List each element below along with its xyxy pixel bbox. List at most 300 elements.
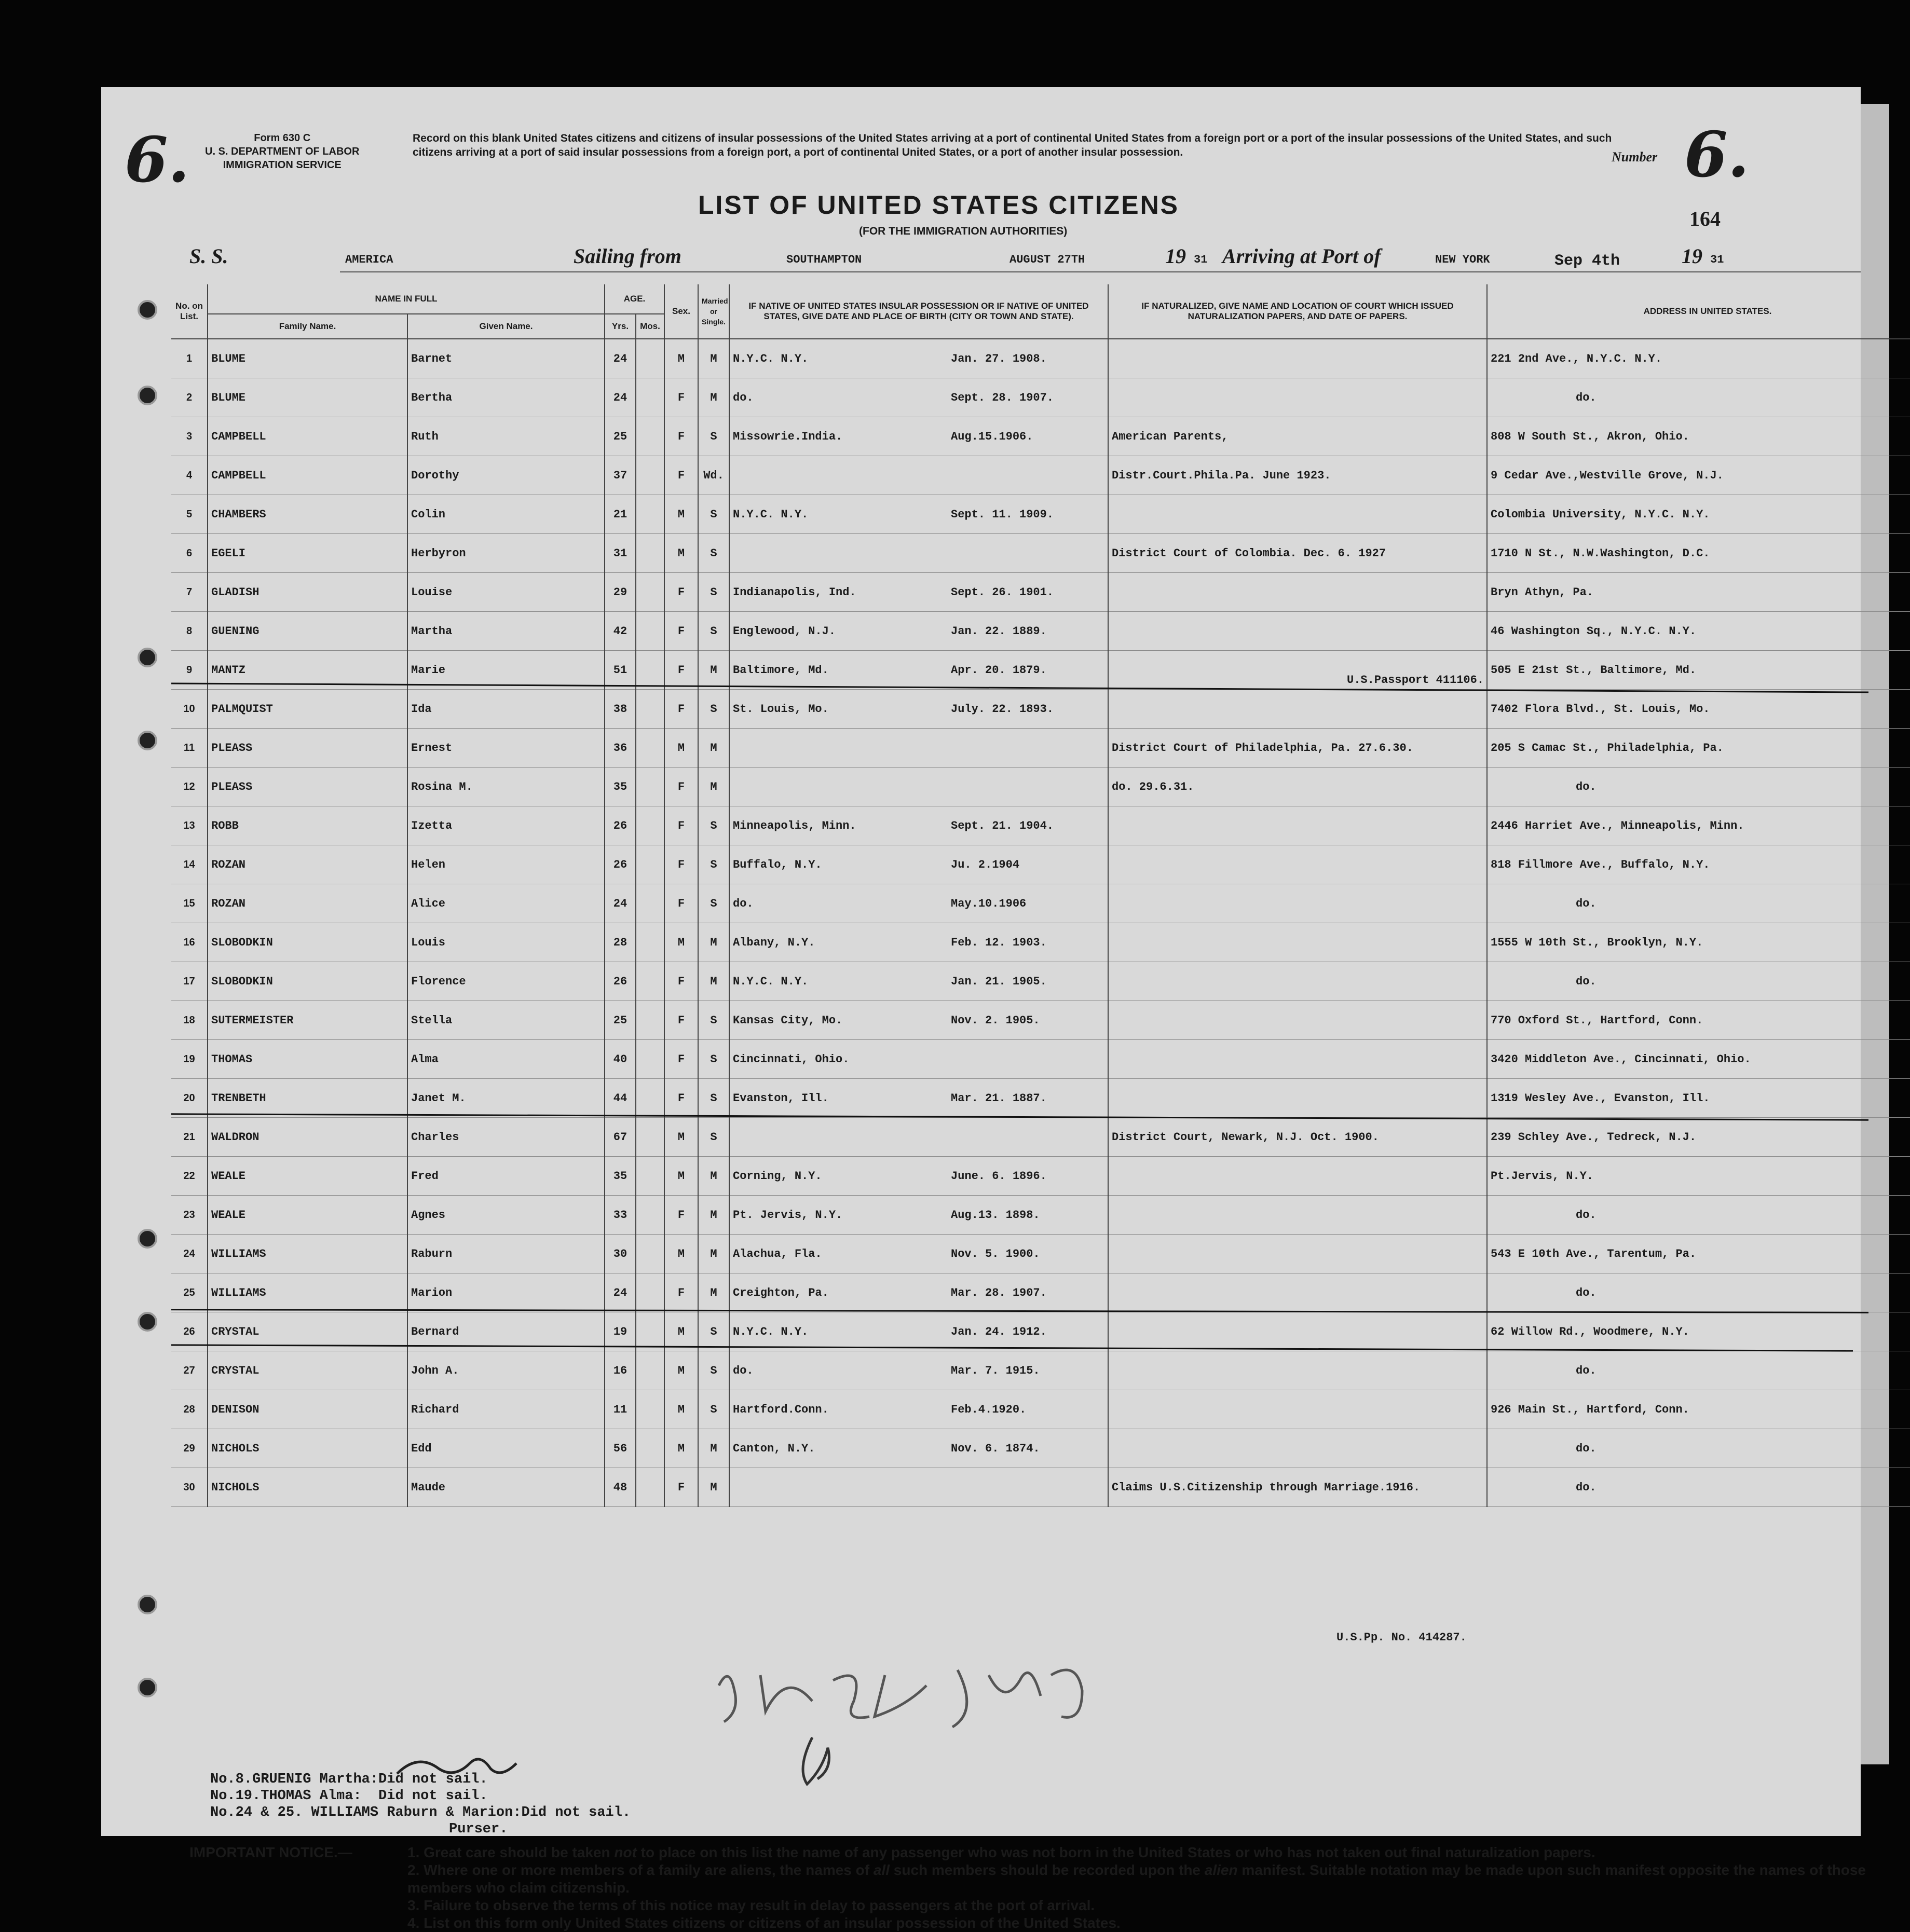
marital-status: S [698, 573, 729, 612]
table-row [171, 1429, 1910, 1468]
birth-place: N.Y.C. N.Y. [733, 352, 809, 365]
marital-status: S [698, 534, 729, 573]
age-years: 19 [605, 1312, 636, 1351]
date-from: AUGUST 27TH [1009, 253, 1085, 266]
birth-info [729, 806, 1108, 845]
family-name: CAMPBELL [208, 456, 407, 495]
birth-place: do. [733, 1364, 754, 1377]
birth-date: Sept. 21. 1904. [951, 819, 1054, 832]
given-name: Herbyron [407, 534, 605, 573]
given-name: Marie [407, 651, 605, 690]
family-name: CAMPBELL [208, 417, 407, 456]
age-months [636, 651, 664, 690]
table-row [171, 768, 1910, 806]
table-row [171, 1040, 1910, 1079]
naturalization [1108, 845, 1487, 884]
family-name: WILLIAMS [208, 1235, 407, 1273]
birth-place: Hartford.Conn. [733, 1403, 829, 1416]
row-number: 15 [171, 884, 208, 923]
passport-note: U.S.Passport 411106. [1347, 674, 1484, 687]
punch-hole [138, 648, 157, 667]
col-address: ADDRESS IN UNITED STATES. [1487, 284, 1910, 339]
passport-note: U.S.Pp. No. 414287. [1336, 1631, 1467, 1644]
sex: M [664, 729, 698, 768]
birth-info [729, 378, 1108, 417]
age-months [636, 1312, 664, 1351]
age-years: 51 [605, 651, 636, 690]
family-name: SUTERMEISTER [208, 1001, 407, 1040]
birth-info [729, 1196, 1108, 1235]
table-row [171, 1273, 1910, 1312]
birth-info [729, 1351, 1108, 1390]
table-row [171, 806, 1910, 845]
naturalization [1108, 884, 1487, 923]
form-label [205, 131, 359, 172]
address: 808 W South St., Akron, Ohio. [1487, 417, 1910, 456]
year-prefix-2: 19 [1682, 244, 1702, 268]
address: 926 Main St., Hartford, Conn. [1487, 1390, 1910, 1429]
sex: M [664, 923, 698, 962]
col-given: Given Name. [407, 314, 605, 339]
table-body [171, 339, 1910, 1507]
marital-status: S [698, 806, 729, 845]
sex: F [664, 378, 698, 417]
sex: F [664, 962, 698, 1001]
address: 1710 N St., N.W.Washington, D.C. [1487, 534, 1910, 573]
table-row [171, 962, 1910, 1001]
marital-status: M [698, 1235, 729, 1273]
sex: F [664, 456, 698, 495]
sex: F [664, 417, 698, 456]
row-number: 25 [171, 1273, 208, 1312]
address: do. [1487, 1273, 1910, 1312]
birth-place: do. [733, 897, 754, 910]
table-row [171, 1118, 1910, 1157]
marital-status: M [698, 923, 729, 962]
row-number: 2 [171, 378, 208, 417]
family-name: SLOBODKIN [208, 962, 407, 1001]
birth-place: Creighton, Pa. [733, 1286, 829, 1299]
sex: F [664, 1001, 698, 1040]
address: Bryn Athyn, Pa. [1487, 573, 1910, 612]
marital-status: S [698, 417, 729, 456]
birth-info [729, 1040, 1108, 1079]
punch-hole [138, 300, 157, 320]
marital-status: S [698, 1118, 729, 1157]
birth-place: Englewood, N.J. [733, 624, 836, 638]
table-row [171, 1351, 1910, 1390]
sex: F [664, 1273, 698, 1312]
birth-place: Alachua, Fla. [733, 1247, 822, 1260]
sex: F [664, 690, 698, 729]
given-name: Maude [407, 1468, 605, 1507]
age-years: 30 [605, 1235, 636, 1273]
ship-name: AMERICA [345, 253, 393, 266]
birth-place: Cincinnati, Ohio. [733, 1052, 850, 1066]
notice-item: 1. Great care should be taken not to place on this list the name of any passenger who was not born in the United States or who has not taken out final naturalization papers. [407, 1844, 1595, 1860]
row-number: 14 [171, 845, 208, 884]
age-years: 25 [605, 1001, 636, 1040]
birth-date: Apr. 20. 1879. [951, 663, 1047, 677]
ss-label: S. S. [189, 244, 228, 268]
address: 7402 Flora Blvd., St. Louis, Mo. [1487, 690, 1910, 729]
given-name: Stella [407, 1001, 605, 1040]
birth-place: Evanston, Ill. [733, 1091, 829, 1105]
sex: F [664, 1040, 698, 1079]
given-name: Martha [407, 612, 605, 651]
row-number: 17 [171, 962, 208, 1001]
birth-info [729, 690, 1108, 729]
address: 543 E 10th Ave., Tarentum, Pa. [1487, 1235, 1910, 1273]
col-name-in-full: NAME IN FULL [208, 284, 605, 314]
port-to: NEW YORK [1435, 253, 1490, 266]
age-months [636, 1351, 664, 1390]
birth-info [729, 534, 1108, 573]
sex: M [664, 495, 698, 534]
document-page [101, 87, 1866, 1931]
marital-status: M [698, 1196, 729, 1235]
naturalization: Distr.Court.Phila.Pa. June 1923. [1108, 456, 1487, 495]
marital-status: S [698, 884, 729, 923]
sex: F [664, 1079, 698, 1118]
naturalization [1108, 1040, 1487, 1079]
passenger-table [171, 284, 1910, 1507]
birth-place: Canton, N.Y. [733, 1442, 815, 1455]
birth-info [729, 573, 1108, 612]
birth-place: N.Y.C. N.Y. [733, 975, 809, 988]
age-months [636, 378, 664, 417]
number-label: Number [1612, 149, 1658, 165]
given-name: Ernest [407, 729, 605, 768]
row-number: 4 [171, 456, 208, 495]
family-name: ROZAN [208, 884, 407, 923]
table-row [171, 1079, 1910, 1118]
birth-info [729, 729, 1108, 768]
address: do. [1487, 884, 1910, 923]
birth-date: June. 6. 1896. [951, 1169, 1047, 1183]
address: 221 2nd Ave., N.Y.C. N.Y. [1487, 339, 1910, 378]
birth-place: do. [733, 391, 754, 404]
age-months [636, 1040, 664, 1079]
family-name: BLUME [208, 378, 407, 417]
col-no: No. on List. [171, 284, 208, 339]
naturalization [1108, 1235, 1487, 1273]
naturalization: District Court, Newark, N.J. Oct. 1900. [1108, 1118, 1487, 1157]
birth-date: Jan. 22. 1889. [951, 624, 1047, 638]
form-subtitle: (FOR THE IMMIGRATION AUTHORITIES) [859, 225, 1068, 237]
birth-info [729, 651, 1108, 690]
row-number: 29 [171, 1429, 208, 1468]
birth-info [729, 1273, 1108, 1312]
table-row [171, 1235, 1910, 1273]
birth-date: Aug.15.1906. [951, 430, 1033, 443]
address: do. [1487, 378, 1910, 417]
naturalization [1108, 1390, 1487, 1429]
birth-date: Sept. 11. 1909. [951, 508, 1054, 521]
family-name: CRYSTAL [208, 1312, 407, 1351]
sex: M [664, 1390, 698, 1429]
naturalization [1108, 1157, 1487, 1196]
address: 239 Schley Ave., Tedreck, N.J. [1487, 1118, 1910, 1157]
birth-date: Aug.13. 1898. [951, 1208, 1040, 1222]
birth-place: Baltimore, Md. [733, 663, 829, 677]
birth-info [729, 962, 1108, 1001]
sex: F [664, 806, 698, 845]
department: U. S. DEPARTMENT OF LABOR [205, 146, 360, 157]
age-months [636, 1273, 664, 1312]
marital-status: M [698, 378, 729, 417]
marital-status: Wd. [698, 456, 729, 495]
birth-info [729, 1001, 1108, 1040]
row-number: 23 [171, 1196, 208, 1235]
year-suffix-2: 31 [1710, 253, 1724, 266]
family-name: CRYSTAL [208, 1351, 407, 1390]
given-name: Ida [407, 690, 605, 729]
form-title: LIST OF UNITED STATES CITIZENS [698, 190, 1180, 220]
address: do. [1487, 1196, 1910, 1235]
age-years: 35 [605, 768, 636, 806]
marital-status: M [698, 768, 729, 806]
birth-date: Jan. 27. 1908. [951, 352, 1047, 365]
given-name: Helen [407, 845, 605, 884]
row-number: 30 [171, 1468, 208, 1507]
family-name: PLEASS [208, 729, 407, 768]
age-months [636, 534, 664, 573]
sex: M [664, 1157, 698, 1196]
birth-date: May.10.1906 [951, 897, 1027, 910]
age-months [636, 768, 664, 806]
birth-date: Mar. 28. 1907. [951, 1286, 1047, 1299]
family-name: EGELI [208, 534, 407, 573]
birth-info [729, 417, 1108, 456]
given-name: Alice [407, 884, 605, 923]
birth-place: N.Y.C. N.Y. [733, 1325, 809, 1338]
age-years: 38 [605, 690, 636, 729]
table-row [171, 534, 1910, 573]
age-months [636, 1429, 664, 1468]
table-row [171, 1390, 1910, 1429]
sex: F [664, 884, 698, 923]
marital-status: M [698, 1157, 729, 1196]
col-yrs: Yrs. [605, 314, 636, 339]
age-years: 24 [605, 1273, 636, 1312]
birth-info [729, 456, 1108, 495]
given-name: Raburn [407, 1235, 605, 1273]
birth-date: Jan. 21. 1905. [951, 975, 1047, 988]
given-name: Marion [407, 1273, 605, 1312]
col-naturalized: IF NATURALIZED, GIVE NAME AND LOCATION OF COURT WHICH ISSUED NATURALIZATION PAPERS, AND DATE OF PAPERS. [1108, 284, 1487, 339]
age-months [636, 1235, 664, 1273]
naturalization [1108, 690, 1487, 729]
birth-date: Nov. 6. 1874. [951, 1442, 1040, 1455]
sex: M [664, 1351, 698, 1390]
page-number: 164 [1689, 207, 1721, 230]
birth-info [729, 1118, 1108, 1157]
table-row [171, 1001, 1910, 1040]
marital-status: M [698, 339, 729, 378]
table-row [171, 923, 1910, 962]
table-row [171, 729, 1910, 768]
birth-info [729, 339, 1108, 378]
sex: F [664, 651, 698, 690]
birth-date: Jan. 24. 1912. [951, 1325, 1047, 1338]
row-number: 13 [171, 806, 208, 845]
address: Colombia University, N.Y.C. N.Y. [1487, 495, 1910, 534]
naturalization [1108, 1429, 1487, 1468]
marital-status: S [698, 495, 729, 534]
voyage-underline [340, 271, 1861, 272]
table-row [171, 1196, 1910, 1235]
note-line: No.24 & 25. WILLIAMS Raburn & Marion:Did not sail. [210, 1805, 631, 1820]
address: 205 S Camac St., Philadelphia, Pa. [1487, 729, 1910, 768]
address: do. [1487, 1429, 1910, 1468]
sex: M [664, 1429, 698, 1468]
given-name: Dorothy [407, 456, 605, 495]
age-years: 21 [605, 495, 636, 534]
sex: F [664, 573, 698, 612]
birth-info [729, 1390, 1108, 1429]
row-number: 28 [171, 1390, 208, 1429]
row-number: 11 [171, 729, 208, 768]
given-name: Edd [407, 1429, 605, 1468]
address: 62 Willow Rd., Woodmere, N.Y. [1487, 1312, 1910, 1351]
address: 505 E 21st St., Baltimore, Md. [1487, 651, 1910, 690]
row-number: 19 [171, 1040, 208, 1079]
birth-info [729, 612, 1108, 651]
naturalization: District Court of Colombia. Dec. 6. 1927 [1108, 534, 1487, 573]
given-name: Bernard [407, 1312, 605, 1351]
notice-heading: IMPORTANT NOTICE.— [189, 1844, 352, 1860]
address: do. [1487, 1468, 1910, 1507]
table-row [171, 417, 1910, 456]
birth-place: N.Y.C. N.Y. [733, 508, 809, 521]
age-years: 26 [605, 845, 636, 884]
naturalization [1108, 1273, 1487, 1312]
row-number: 27 [171, 1351, 208, 1390]
marital-status: M [698, 729, 729, 768]
birth-place: Pt. Jervis, N.Y. [733, 1208, 843, 1222]
age-months [636, 729, 664, 768]
given-name: Richard [407, 1390, 605, 1429]
birth-date: Nov. 5. 1900. [951, 1247, 1040, 1260]
birth-place: Indianapolis, Ind. [733, 585, 856, 599]
age-years: 24 [605, 378, 636, 417]
table-row [171, 456, 1910, 495]
family-name: PLEASS [208, 768, 407, 806]
punch-hole [138, 386, 157, 405]
age-months [636, 417, 664, 456]
age-years: 36 [605, 729, 636, 768]
row-number: 6 [171, 534, 208, 573]
given-name: Florence [407, 962, 605, 1001]
family-name: GUENING [208, 612, 407, 651]
sex: F [664, 612, 698, 651]
table-row [171, 1157, 1910, 1196]
age-years: 26 [605, 806, 636, 845]
naturalization [1108, 1079, 1487, 1118]
col-family: Family Name. [208, 314, 407, 339]
given-name: Fred [407, 1157, 605, 1196]
age-years: 11 [605, 1390, 636, 1429]
table-row [171, 690, 1910, 729]
birth-place: Missowrie.India. [733, 430, 843, 443]
marital-status: S [698, 612, 729, 651]
marital-status: S [698, 1040, 729, 1079]
family-name: ROZAN [208, 845, 407, 884]
row-number: 20 [171, 1079, 208, 1118]
table-row [171, 1468, 1910, 1507]
age-years: 42 [605, 612, 636, 651]
given-name: Colin [407, 495, 605, 534]
corner-mark: 6. [125, 124, 190, 197]
arriving-label: Arriving at Port of [1222, 244, 1381, 268]
punch-hole [138, 731, 157, 750]
given-name: Alma [407, 1040, 605, 1079]
row-number: 18 [171, 1001, 208, 1040]
birth-place: Buffalo, N.Y. [733, 858, 822, 871]
birth-info [729, 1429, 1108, 1468]
age-years: 24 [605, 884, 636, 923]
marital-status: S [698, 1001, 729, 1040]
marital-status: S [698, 1351, 729, 1390]
age-years: 44 [605, 1079, 636, 1118]
sex: M [664, 534, 698, 573]
birth-place: Minneapolis, Minn. [733, 819, 856, 832]
sex: F [664, 1196, 698, 1235]
col-mos: Mos. [636, 314, 664, 339]
row-number: 24 [171, 1235, 208, 1273]
age-months [636, 806, 664, 845]
punch-hole [138, 1678, 157, 1697]
date-to: Sep 4th [1554, 252, 1620, 270]
family-name: PALMQUIST [208, 690, 407, 729]
family-name: NICHOLS [208, 1468, 407, 1507]
age-years: 25 [605, 417, 636, 456]
age-months [636, 495, 664, 534]
address: 818 Fillmore Ave., Buffalo, N.Y. [1487, 845, 1910, 884]
notice-item: 4. List on this form only United States citizens or citizens of an insular possession of the United States. [407, 1915, 1121, 1931]
address: 770 Oxford St., Hartford, Conn. [1487, 1001, 1910, 1040]
row-number: 3 [171, 417, 208, 456]
family-name: ROBB [208, 806, 407, 845]
given-name: John A. [407, 1351, 605, 1390]
naturalization [1108, 339, 1487, 378]
table-row [171, 845, 1910, 884]
col-sex: Sex. [664, 284, 698, 339]
age-years: 35 [605, 1157, 636, 1196]
note-line: No.19.THOMAS Alma: Did not sail. [210, 1788, 488, 1804]
birth-date: Ju. 2.1904 [951, 858, 1020, 871]
form-number: Form 630 C [254, 132, 311, 144]
birth-info [729, 1079, 1108, 1118]
given-name: Janet M. [407, 1079, 605, 1118]
age-months [636, 690, 664, 729]
naturalization: Claims U.S.Citizenship through Marriage.1916. [1108, 1468, 1487, 1507]
marital-status: M [698, 1429, 729, 1468]
birth-place: Kansas City, Mo. [733, 1013, 843, 1027]
age-months [636, 1157, 664, 1196]
age-months [636, 1001, 664, 1040]
marital-status: M [698, 1273, 729, 1312]
naturalization [1108, 378, 1487, 417]
age-years: 31 [605, 534, 636, 573]
family-name: WEALE [208, 1157, 407, 1196]
row-number: 1 [171, 339, 208, 378]
birth-date: Feb. 12. 1903. [951, 936, 1047, 949]
sex: F [664, 845, 698, 884]
family-name: CHAMBERS [208, 495, 407, 534]
age-years: 29 [605, 573, 636, 612]
